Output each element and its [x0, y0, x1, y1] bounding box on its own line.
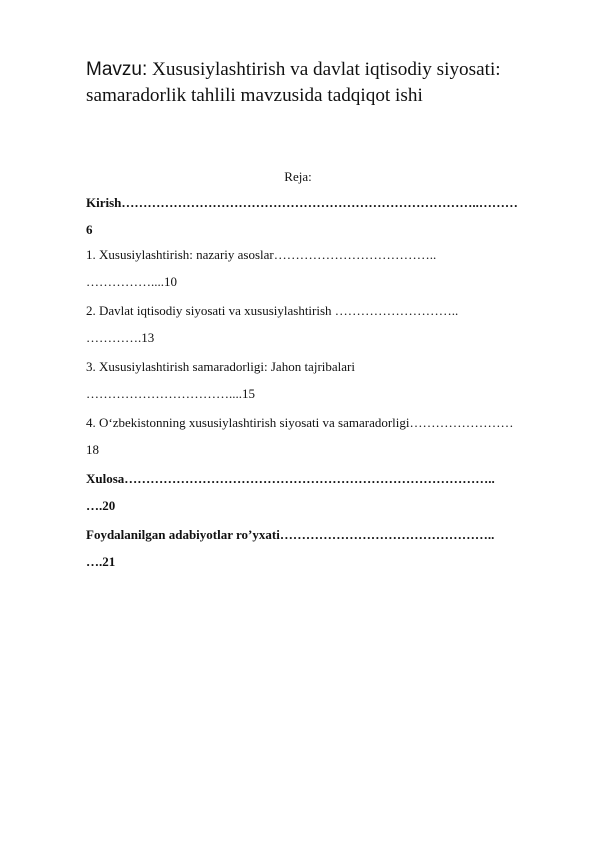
- plan-heading: Reja:: [284, 169, 312, 184]
- toc-entry-introduction: [86, 195, 556, 238]
- toc-entry-text: 2. Davlat iqtisodiy siyosati va xususiylashtirish ………………………..: [86, 303, 459, 318]
- toc-entry-3: [86, 359, 556, 402]
- toc-entry-page: 18: [86, 442, 99, 457]
- toc-entry-2: [86, 303, 556, 346]
- toc-entry-references: [86, 527, 556, 570]
- toc-entry-text: 1. Xususiylashtirish: nazariy asoslar………………………………..: [86, 247, 437, 262]
- toc-entry-page: ……………....10: [86, 274, 177, 289]
- toc-entry-text: 4. O‘zbekistonning xususiylashtirish siyosati va samaradorligi……………………: [86, 415, 514, 430]
- toc-entry-text: Kirish………………………………………………………………………..………: [86, 195, 518, 210]
- title-text: Xususiylashtirish va davlat iqtisodiy siyosati: samaradorlik tahlili mavzusida tadqiqot ishi: [86, 59, 501, 106]
- toc-entry-page: ……………………………....15: [86, 386, 255, 401]
- toc-entry-text: 3. Xususiylashtirish samaradorligi: Jahon tajribalari: [86, 359, 355, 374]
- toc-entry-text: Xulosa…………………………………………………………………………..: [86, 471, 495, 486]
- toc-entry-page: ….20: [86, 498, 116, 513]
- document-title: [86, 57, 566, 109]
- toc-entry-1: [86, 247, 556, 290]
- toc-entry-page: ………….13: [86, 330, 155, 345]
- toc-entry-conclusion: [86, 471, 556, 514]
- toc-entry-page: 6: [86, 222, 93, 237]
- toc-entry-page: ….21: [86, 554, 116, 569]
- toc-entry-text: Foydalanilgan adabiyotlar ro’yxati…………………………………………..: [86, 527, 495, 542]
- toc-entry-4: [86, 415, 556, 458]
- title-lead: Mavzu:: [86, 59, 148, 80]
